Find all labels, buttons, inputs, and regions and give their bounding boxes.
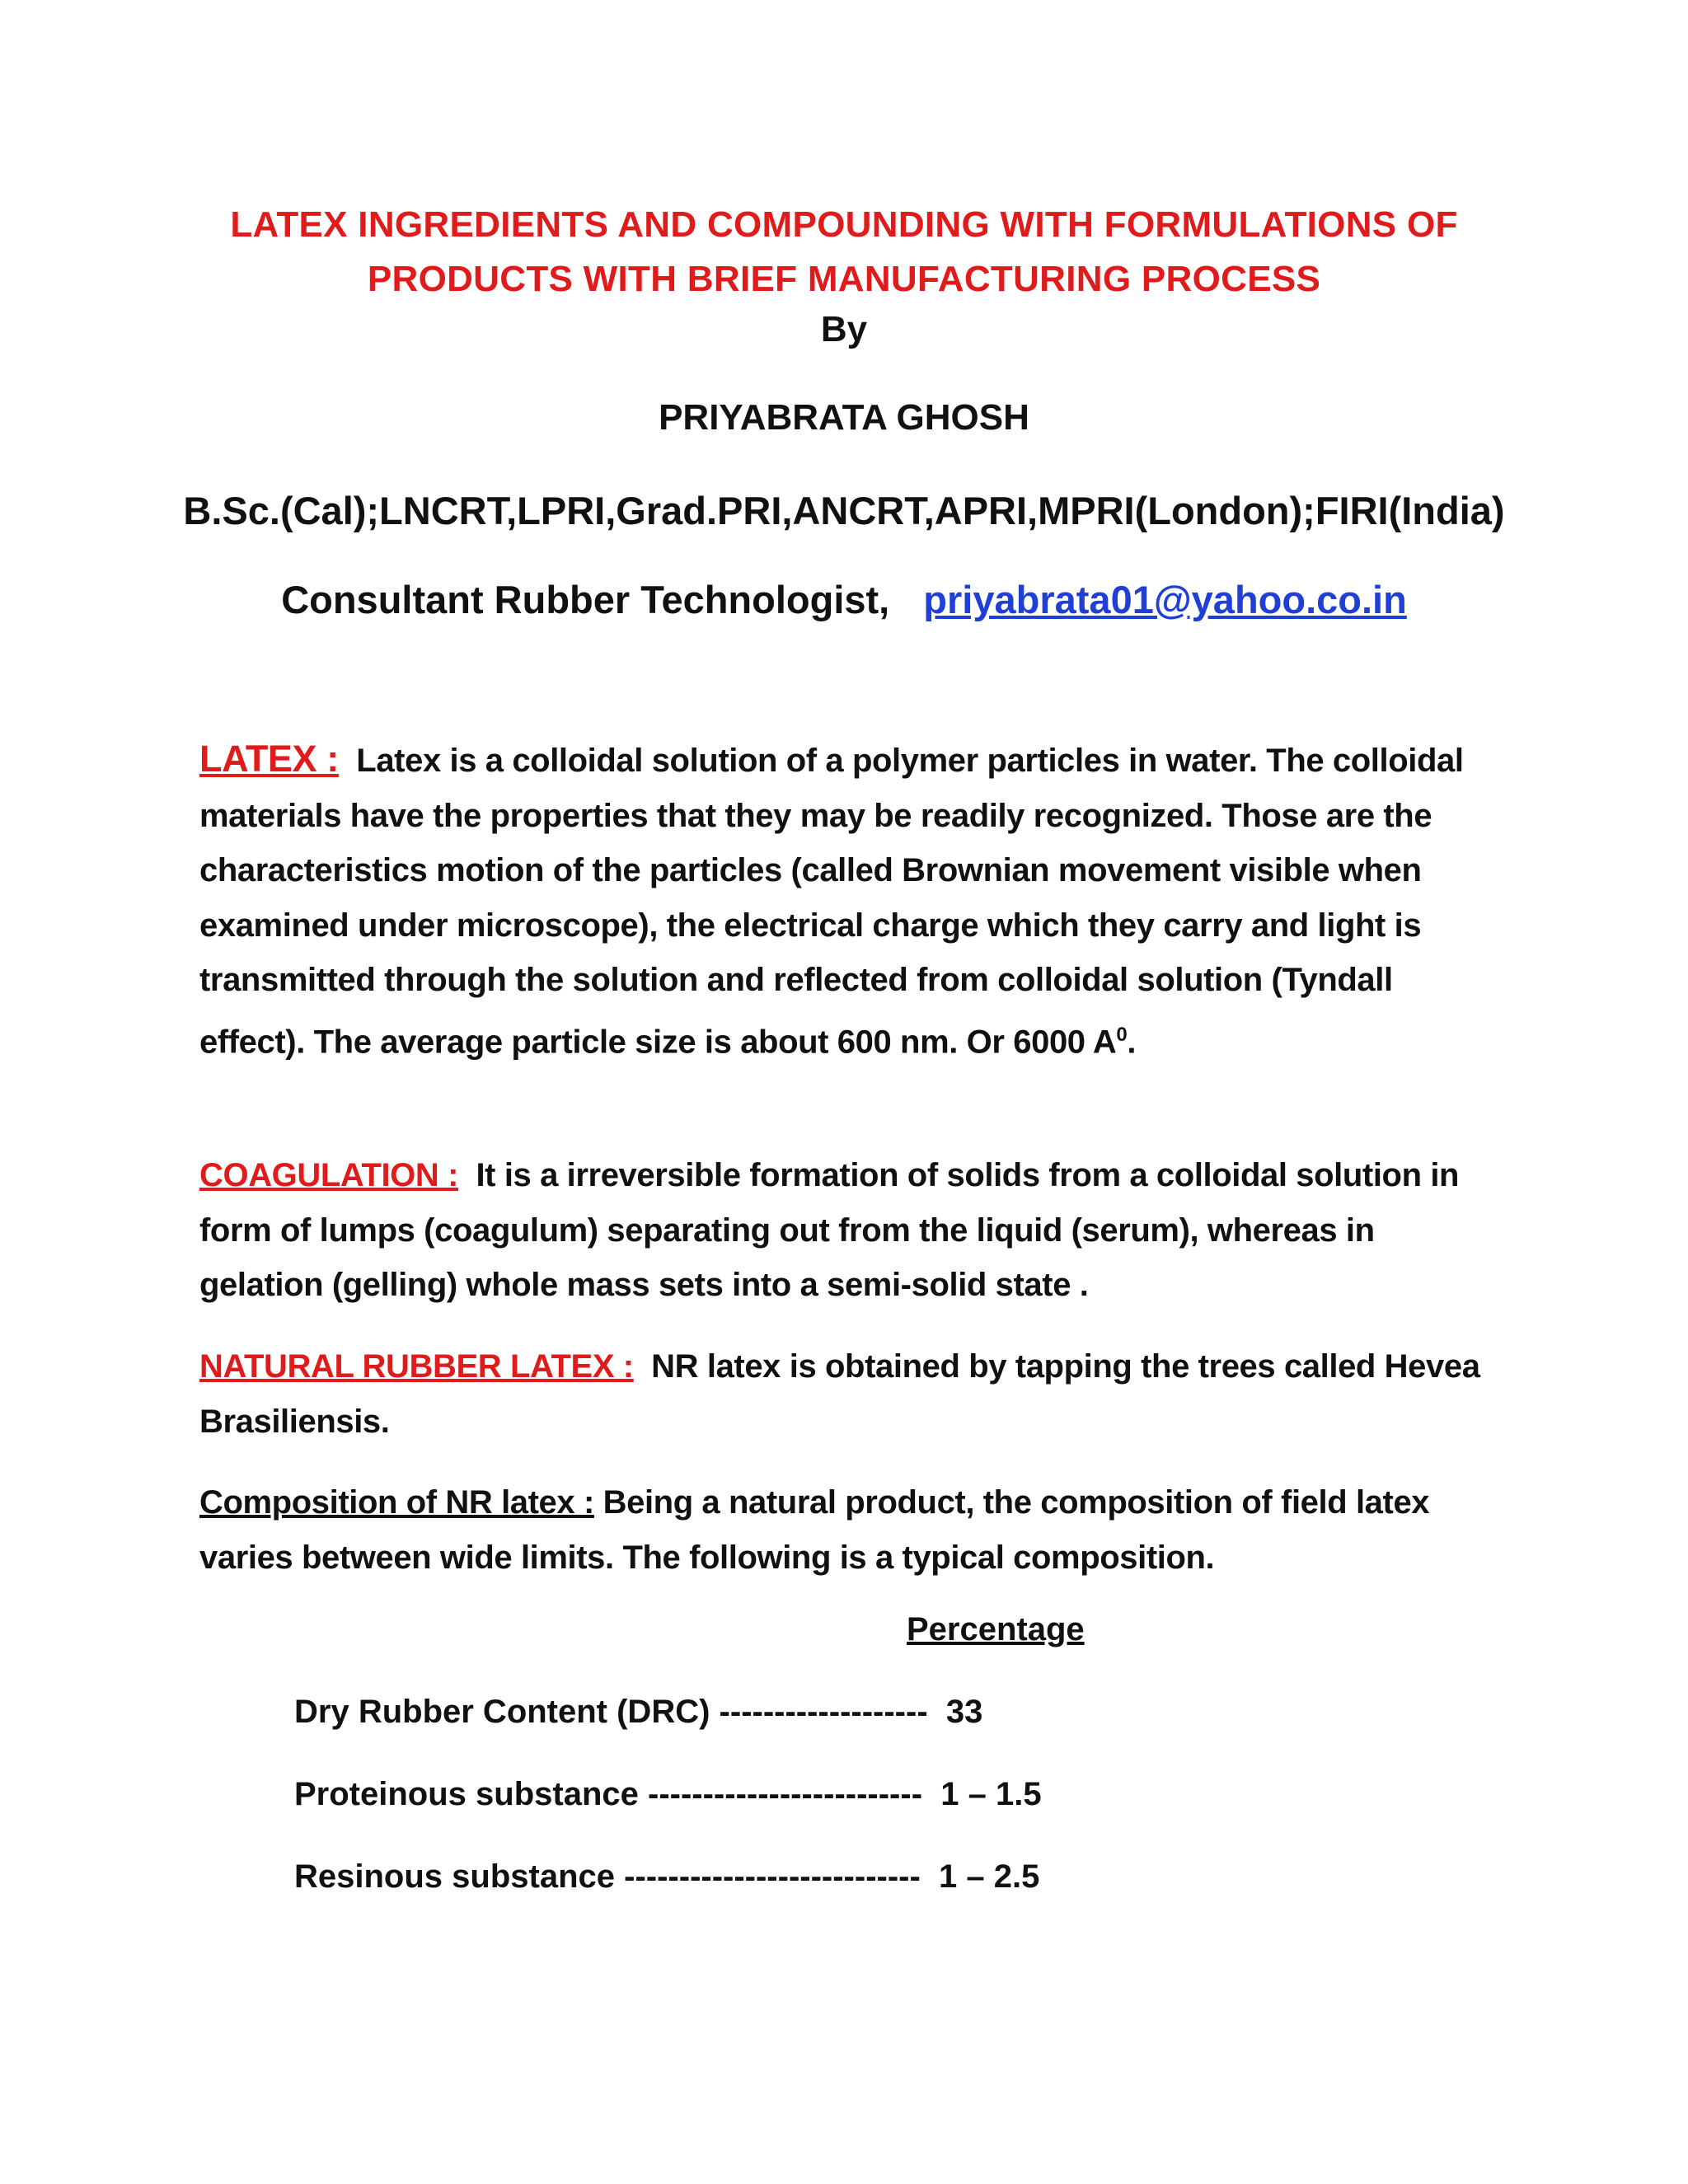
row-value: 33 [945,1694,983,1730]
author-qualifications: B.Sc.(Cal);LNCRT,LPRI,Grad.PRI,ANCRT,APRI,MPRI(London);FIRI(India) [183,489,1505,532]
row-label: Dry Rubber Content (DRC) [294,1694,710,1730]
coagulation-paragraph [199,1148,1502,1313]
latex-text: Latex is a colloidal solution of a polymer particles in water. The colloidal materials have the properties that they may be readily recognized. Those are the characteristics motion of the particles (called Brownian movement visible when examined under microscope), the electrical charge which they carry and light is transmitted through the solution and reflected from colloidal solution (Tyndall effect). The average particle size is about 600 nm. Or 6000 A [199,743,1464,1060]
coagulation-heading: COAGULATION : [199,1157,459,1193]
row-value: 1 – 1.5 [940,1776,1042,1812]
percentage-column-header: Percentage [907,1611,1085,1647]
row-leader: ------------------------- [648,1776,923,1812]
document-title [0,198,1688,307]
composition-paragraph [199,1475,1502,1585]
nr-latex-heading: NATURAL RUBBER LATEX : [199,1348,634,1385]
latex-heading: LATEX : [199,738,339,780]
author-name: PRIYABRATA GHOSH [659,397,1029,438]
title-line-1: LATEX INGREDIENTS AND COMPOUNDING WITH FORMULATIONS OF [230,204,1458,245]
row-leader: ------------------- [719,1694,928,1730]
author-role-line [0,577,1688,622]
latex-superscript: 0 [1116,1023,1128,1046]
nr-latex-paragraph [199,1339,1502,1449]
nr-latex-text: NR latex is obtained by tapping the trees called Hevea Brasiliensis. [199,1348,1480,1440]
latex-text-end: . [1127,1023,1137,1060]
row-label: Proteinous substance [294,1776,639,1812]
email-link[interactable]: priyabrata01@yahoo.co.in [923,578,1407,621]
coagulation-text: It is a irreversible formation of solids from a colloidal solution in form of lumps (coagulum) separating out from the liquid (serum), whereas in gelation (gelling) whole mass sets into a semi-solid state . [199,1157,1460,1303]
composition-row [294,1776,1042,1813]
composition-text: Being a natural product, the composition of field latex varies between wide limits. The following is a typical composition. [199,1484,1430,1576]
by-label: By [820,309,868,349]
author-role: Consultant Rubber Technologist, [281,578,890,621]
row-label: Resinous substance [294,1858,616,1895]
composition-row [294,1858,1039,1896]
composition-heading: Composition of NR latex : [199,1484,594,1521]
title-line-2: PRODUCTS WITH BRIEF MANUFACTURING PROCESS [367,259,1321,299]
row-value: 1 – 2.5 [939,1858,1040,1895]
row-leader: --------------------------- [624,1858,921,1895]
latex-paragraph [199,732,1502,1069]
composition-row [294,1694,982,1731]
